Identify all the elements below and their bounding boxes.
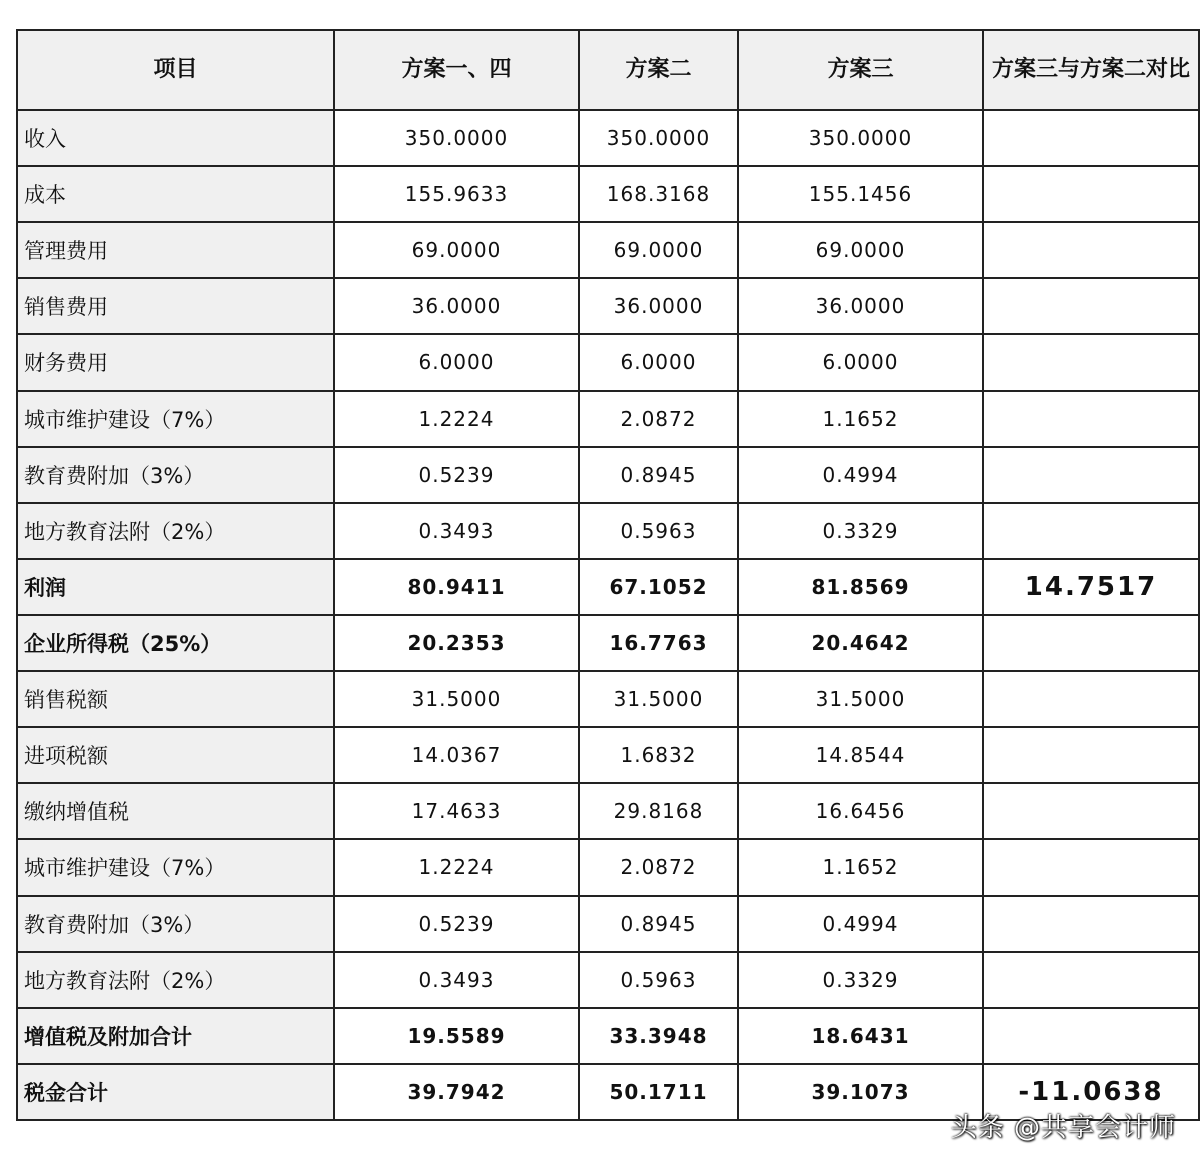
comparison-value: 14.7517 — [983, 559, 1199, 615]
plan-2-value: 29.8168 — [579, 783, 738, 839]
plan-1-4-value: 0.5239 — [334, 447, 579, 503]
plan-1-4-value: 36.0000 — [334, 278, 579, 334]
plan-3-value: 0.3329 — [738, 503, 983, 559]
plan-3-value: 31.5000 — [738, 671, 983, 727]
plan-2-value: 33.3948 — [579, 1008, 738, 1064]
header-plan-2: 方案二 — [579, 30, 738, 110]
row-label: 利润 — [17, 559, 334, 615]
header-plan-1-4: 方案一、四 — [334, 30, 579, 110]
plan-3-value: 1.1652 — [738, 839, 983, 895]
comparison-value — [983, 727, 1199, 783]
plan-1-4-value: 80.9411 — [334, 559, 579, 615]
plan-1-4-value: 6.0000 — [334, 334, 579, 390]
plan-3-value: 20.4642 — [738, 615, 983, 671]
plan-1-4-value: 350.0000 — [334, 110, 579, 166]
row-label: 进项税额 — [17, 727, 334, 783]
plan-1-4-value: 1.2224 — [334, 839, 579, 895]
table-row — [17, 166, 1199, 222]
row-label: 财务费用 — [17, 334, 334, 390]
plan-2-value: 168.3168 — [579, 166, 738, 222]
row-label: 销售费用 — [17, 278, 334, 334]
plan-3-value: 155.1456 — [738, 166, 983, 222]
row-label: 收入 — [17, 110, 334, 166]
plan-1-4-value: 14.0367 — [334, 727, 579, 783]
plan-2-value: 1.6832 — [579, 727, 738, 783]
table-row — [17, 447, 1199, 503]
comparison-value — [983, 110, 1199, 166]
plan-2-value: 350.0000 — [579, 110, 738, 166]
row-label: 销售税额 — [17, 671, 334, 727]
plan-2-value: 16.7763 — [579, 615, 738, 671]
comparison-value — [983, 334, 1199, 390]
row-label: 管理费用 — [17, 222, 334, 278]
row-label: 教育费附加（3%） — [17, 896, 334, 952]
table-row — [17, 391, 1199, 447]
table-row — [17, 1008, 1199, 1064]
table-row — [17, 503, 1199, 559]
plan-3-value: 6.0000 — [738, 334, 983, 390]
row-label: 缴纳增值税 — [17, 783, 334, 839]
table-row — [17, 278, 1199, 334]
comparison-value — [983, 1008, 1199, 1064]
table-row — [17, 110, 1199, 166]
plan-2-value: 0.8945 — [579, 896, 738, 952]
row-label: 增值税及附加合计 — [17, 1008, 334, 1064]
plan-2-value: 6.0000 — [579, 334, 738, 390]
header-plan-3: 方案三 — [738, 30, 983, 110]
plan-2-value: 31.5000 — [579, 671, 738, 727]
plan-2-value: 69.0000 — [579, 222, 738, 278]
watermark: 头条 @共享会计师 — [950, 1113, 1176, 1143]
plan-1-4-value: 17.4633 — [334, 783, 579, 839]
plan-1-4-value: 0.3493 — [334, 952, 579, 1008]
comparison-value — [983, 783, 1199, 839]
plan-1-4-value: 69.0000 — [334, 222, 579, 278]
plan-2-value: 2.0872 — [579, 391, 738, 447]
plan-2-value: 36.0000 — [579, 278, 738, 334]
table-row — [17, 896, 1199, 952]
row-label: 税金合计 — [17, 1064, 334, 1120]
plan-3-value: 0.3329 — [738, 952, 983, 1008]
plan-1-4-value: 1.2224 — [334, 391, 579, 447]
plan-3-value: 16.6456 — [738, 783, 983, 839]
comparison-value — [983, 391, 1199, 447]
row-label: 教育费附加（3%） — [17, 447, 334, 503]
plan-3-value: 39.1073 — [738, 1064, 983, 1120]
comparison-value — [983, 671, 1199, 727]
table-body — [17, 110, 1199, 1120]
plan-3-value: 0.4994 — [738, 896, 983, 952]
tax-comparison-table — [16, 29, 1200, 1121]
plan-1-4-value: 155.9633 — [334, 166, 579, 222]
header-item: 项目 — [17, 30, 334, 110]
plan-3-value: 1.1652 — [738, 391, 983, 447]
comparison-value — [983, 278, 1199, 334]
table-row — [17, 615, 1199, 671]
comparison-value — [983, 615, 1199, 671]
plan-2-value: 50.1711 — [579, 1064, 738, 1120]
table-row — [17, 952, 1199, 1008]
plan-3-value: 0.4994 — [738, 447, 983, 503]
comparison-value — [983, 503, 1199, 559]
row-label: 城市维护建设（7%） — [17, 391, 334, 447]
table-row — [17, 559, 1199, 615]
comparison-value: -11.0638 — [983, 1064, 1199, 1120]
plan-1-4-value: 20.2353 — [334, 615, 579, 671]
table-row — [17, 222, 1199, 278]
table-row — [17, 783, 1199, 839]
plan-2-value: 0.5963 — [579, 952, 738, 1008]
plan-1-4-value: 31.5000 — [334, 671, 579, 727]
plan-1-4-value: 39.7942 — [334, 1064, 579, 1120]
plan-3-value: 14.8544 — [738, 727, 983, 783]
comparison-value — [983, 839, 1199, 895]
table-row — [17, 334, 1199, 390]
table-row — [17, 671, 1199, 727]
row-label: 企业所得税（25%） — [17, 615, 334, 671]
plan-3-value: 81.8569 — [738, 559, 983, 615]
plan-2-value: 2.0872 — [579, 839, 738, 895]
plan-2-value: 67.1052 — [579, 559, 738, 615]
row-label: 地方教育法附（2%） — [17, 503, 334, 559]
comparison-value — [983, 447, 1199, 503]
plan-2-value: 0.8945 — [579, 447, 738, 503]
table-row — [17, 727, 1199, 783]
plan-3-value: 18.6431 — [738, 1008, 983, 1064]
plan-3-value: 69.0000 — [738, 222, 983, 278]
comparison-value — [983, 166, 1199, 222]
table-row — [17, 839, 1199, 895]
header-plan-3-vs-2: 方案三与方案二对比 — [983, 30, 1199, 110]
plan-1-4-value: 19.5589 — [334, 1008, 579, 1064]
plan-3-value: 36.0000 — [738, 278, 983, 334]
row-label: 成本 — [17, 166, 334, 222]
plan-1-4-value: 0.3493 — [334, 503, 579, 559]
plan-1-4-value: 0.5239 — [334, 896, 579, 952]
row-label: 城市维护建设（7%） — [17, 839, 334, 895]
header-row — [17, 30, 1199, 110]
comparison-value — [983, 896, 1199, 952]
plan-3-value: 350.0000 — [738, 110, 983, 166]
plan-2-value: 0.5963 — [579, 503, 738, 559]
row-label: 地方教育法附（2%） — [17, 952, 334, 1008]
comparison-value — [983, 222, 1199, 278]
comparison-value — [983, 952, 1199, 1008]
